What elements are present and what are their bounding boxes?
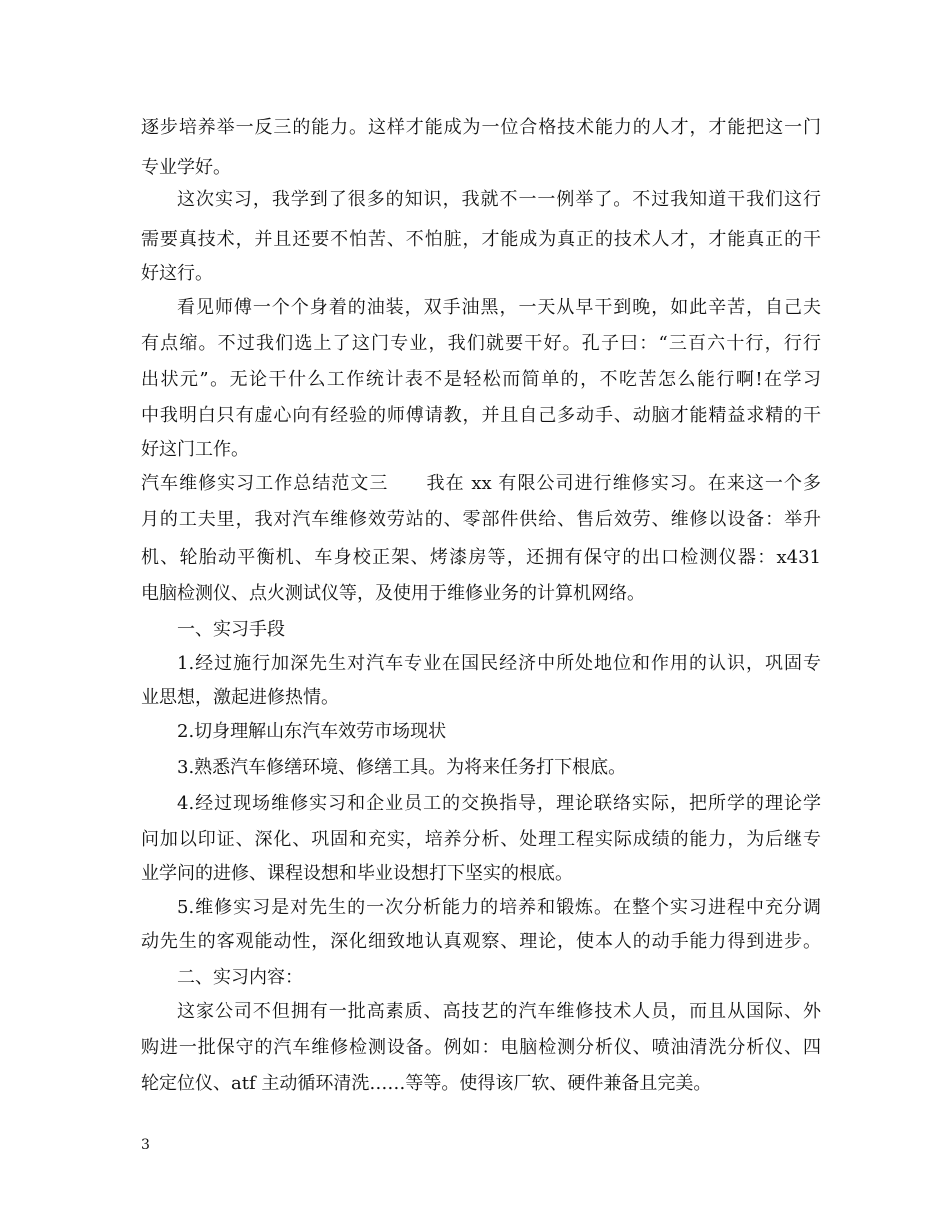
text-line: 看见师傅一个个身着的油装，双手油黑，一天从早干到晚，如此辛苦，自己夫 <box>177 297 821 318</box>
text-line: 需要真技术，并且还要不怕苦、不怕脏，才能成为真正的技术人才，才能真正的干 <box>141 229 821 250</box>
text-line: 逐步培养举一反三的能力。这样才能成为一位合格技术能力的人才，才能把这一门 <box>141 117 821 138</box>
text-line: 专业学好。 <box>141 157 231 178</box>
section-heading: 一、实习手段 <box>177 619 285 640</box>
text-line: 2.切身理解山东汽车效劳市场现状 <box>177 721 447 742</box>
text-line: 中我明白只有虚心向有经验的师傅请教，并且自己多动手、动脑才能精益求精的干 <box>141 405 821 426</box>
text-line: 好这行。 <box>141 263 213 284</box>
section-heading: 二、实习内容： <box>177 967 303 988</box>
text-line: 购进一批保守的汽车维修检测设备。例如：电脑检测分析仪、喷油清洗分析仪、四 <box>141 1037 821 1058</box>
text-line: 3.熟悉汽车修缮环境、修缮工具。为将来任务打下根底。 <box>177 757 627 778</box>
text-line: 5.维修实习是对先生的一次分析能力的培养和锻炼。在整个实习进程中充分调 <box>177 897 821 918</box>
text-line: 好这门工作。 <box>141 439 249 460</box>
text-line: 电脑检测仪、点火测试仪等，及使用于维修业务的计算机网络。 <box>141 583 645 604</box>
text-line: 1.经过施行加深先生对汽车专业在国民经济中所处地位和作用的认识，巩固专 <box>177 653 821 674</box>
text-line: 汽车维修实习工作总结范文三 我在 xx 有限公司进行维修实习。在来这一个多 <box>141 473 821 494</box>
text-line: 月的工夫里，我对汽车维修效劳站的、零部件供给、售后效劳、维修以设备：举升 <box>141 509 821 530</box>
text-line: 业思想，激起进修热情。 <box>141 687 339 708</box>
text-line: 问加以印证、深化、巩固和充实，培养分析、处理工程实际成绩的能力，为后继专 <box>141 829 821 850</box>
text-line: 有点缩。不过我们选上了这门专业，我们就要干好。孔子曰：“三百六十行，行行 <box>141 333 821 354</box>
text-line: 轮定位仪、atf 主动循环清洗……等等。使得该厂软、硬件兼备且完美。 <box>141 1073 712 1094</box>
text-line: 机、轮胎动平衡机、车身校正架、烤漆房等，还拥有保守的出口检测仪器：x431 <box>141 547 821 568</box>
text-line: 这家公司不但拥有一批高素质、高技艺的汽车维修技术人员，而且从国际、外 <box>177 1001 821 1022</box>
page-number: 3 <box>141 1137 150 1153</box>
text-line: 这次实习，我学到了很多的知识，我就不一一例举了。不过我知道干我们这行 <box>177 189 821 210</box>
text-line: 动先生的客观能动性，深化细致地认真观察、理论，使本人的动手能力得到进步。 <box>141 931 821 952</box>
text-line: 4.经过现场维修实习和企业员工的交换指导，理论联络实际，把所学的理论学 <box>177 793 821 814</box>
text-line: 出状元”。无论干什么工作统计表不是轻松而简单的，不吃苦怎么能行啊!在学习 <box>141 369 821 390</box>
text-line: 业学问的进修、课程设想和毕业设想打下坚实的根底。 <box>141 863 573 884</box>
